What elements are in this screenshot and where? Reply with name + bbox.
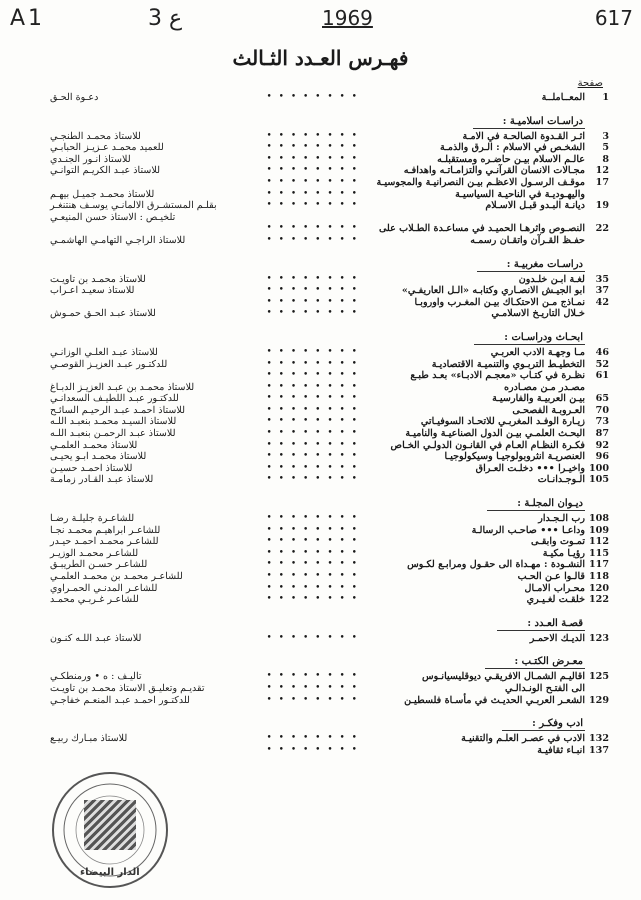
entry-leader-dots: • • • • • • • • xyxy=(266,632,359,643)
toc-entry xyxy=(48,285,609,297)
toc-entry xyxy=(48,513,609,525)
toc-entry xyxy=(48,559,609,571)
entry-leader-dots: • • • • • • • • xyxy=(266,223,359,234)
entry-leader-dots: • • • • • • • • xyxy=(266,381,359,392)
toc-entry xyxy=(48,235,609,247)
entry-author: للاستاذ محمـد بن عبـد العزيـز الدبـاغ xyxy=(50,381,195,393)
entry-title: النصـوص واثرهـا الحميـد في مساعـدة الطـلاب على xyxy=(378,223,585,235)
entry-leader-dots: • • • • • • • • xyxy=(266,439,359,450)
entry-author-cell xyxy=(48,200,279,212)
entry-author-cell xyxy=(48,416,279,428)
entry-author-cell xyxy=(48,571,279,583)
entry-author-cell xyxy=(48,131,279,143)
entry-leader-dots: • • • • • • • • xyxy=(266,176,359,187)
entry-author-cell xyxy=(48,382,279,394)
entry-author: للدكتـور عبـد العزيـز القوصـي xyxy=(50,358,168,370)
entry-title: مـا وجهـة الادب العربـي xyxy=(490,346,585,358)
entry-author-cell xyxy=(48,189,279,201)
entry-title: خـلال التاريـخ الاسلامـي xyxy=(491,308,585,320)
entry-page-number: 19 xyxy=(595,200,609,212)
entry-title: مصـدر مـن مصـادره xyxy=(504,381,585,393)
entry-author-cell xyxy=(48,559,279,571)
entry-leader-dots: • • • • • • • • xyxy=(266,513,359,524)
section-label: دراسـات اسلاميـة : xyxy=(473,116,585,129)
entry-page-number: 61 xyxy=(595,370,609,382)
entry-author: بقلـم المستشـرق الالمانـي يوسـف هنتنغـر xyxy=(50,200,217,212)
entry-leader-dots: • • • • • • • • xyxy=(266,273,359,284)
entry-leader-dots: • • • • • • • • xyxy=(266,428,359,439)
entry-page-number: 112 xyxy=(588,536,609,548)
entry-page-number: 125 xyxy=(588,671,609,683)
section-heading xyxy=(48,255,609,274)
entry-leader-dots: • • • • • • • • xyxy=(266,733,359,744)
toc-entry xyxy=(48,745,609,757)
toc-entry xyxy=(48,571,609,583)
section-heading xyxy=(48,328,609,347)
entry-page-number: 1 xyxy=(602,92,609,103)
entry-page-number: 109 xyxy=(588,524,609,536)
entry-leader-dots: • • • • • • • • xyxy=(266,142,359,153)
entry-author: للشاعـر غـربـي محمـد xyxy=(50,594,139,606)
toc-entry xyxy=(48,359,609,371)
toc-entry xyxy=(48,463,609,475)
toc-entry xyxy=(48,200,609,212)
entry-author-cell xyxy=(48,513,279,525)
entry-author: للاستاذ مبـارك ربيـع xyxy=(50,733,128,745)
entry-author: للشاعـر محمـد احمـد حيـدر xyxy=(50,536,159,548)
entry-leader-dots: • • • • • • • • xyxy=(266,536,359,547)
entry-title: النشـودة : مهـداة الى حقـول ومرابـع لكـوس xyxy=(407,559,585,571)
page-column-label: صفحة xyxy=(577,78,603,89)
entry-author: للاستاذ عبـد الرحمـن بنعبـد اللـه xyxy=(50,428,176,440)
entry-leader-dots: • • • • • • • • xyxy=(266,451,359,462)
entry-leader-dots: • • • • • • • • xyxy=(266,547,359,558)
entry-author: للشاعـر ابراهيـم محمـد نجـا xyxy=(50,524,161,536)
entry-leader-dots: • • • • • • • • xyxy=(266,524,359,535)
toc-entry xyxy=(48,297,609,309)
entry-page-number: 123 xyxy=(588,632,609,644)
entry-page-number: 5 xyxy=(602,142,609,154)
toc-entry xyxy=(48,525,609,537)
entry-leader-dots: • • • • • • • • xyxy=(266,200,359,211)
section-gap xyxy=(48,606,609,614)
toc-entry xyxy=(48,594,609,606)
toc-entry xyxy=(48,212,609,224)
entry-page-number: 22 xyxy=(595,223,609,235)
entry-page-number: 120 xyxy=(588,582,609,594)
toc-entry xyxy=(48,131,609,143)
entry-author-cell xyxy=(48,223,279,235)
entry-title: البحـث العلمـي بيـن الدول الصناعيـة والناميـة xyxy=(405,428,585,440)
entry-author: للاستاذ انـور الجنـدي xyxy=(50,153,131,165)
library-stamp xyxy=(52,772,168,888)
section-label: معـرض الكتـب : xyxy=(485,656,586,669)
entry-page-number: 73 xyxy=(595,416,609,428)
entry-author-cell xyxy=(48,347,279,359)
section-label: ابحـاث ودراسـات : xyxy=(474,332,585,345)
entry-author-cell xyxy=(48,683,279,695)
toc-entry xyxy=(48,451,609,463)
toc-entry xyxy=(48,347,609,359)
toc-entry xyxy=(48,370,609,382)
entry-author: تلخيـص : الاستاذ حسن المنيعـي xyxy=(50,211,176,223)
entry-author-cell xyxy=(48,308,279,320)
entry-leader-dots: • • • • • • • • xyxy=(266,559,359,570)
entry-author: للاستاذ محمـد جميـل بيهـم xyxy=(50,188,155,200)
entry-page-number: 87 xyxy=(595,428,609,440)
entry-title: حفـظ القـرآن واتقـان رسمـه xyxy=(470,234,585,246)
toc-entry xyxy=(48,733,609,745)
entry-author: للاستاذ عبـد الحـق حمـوش xyxy=(50,308,156,320)
entry-title: فكـرة النظـام العـام في القانـون الدولـي الخـاص xyxy=(390,439,585,451)
page-number-handwritten: 617 xyxy=(594,6,633,30)
entry-leader-dots: • • • • • • • • xyxy=(266,370,359,381)
entry-author-cell xyxy=(48,463,279,475)
entry-page-number: 122 xyxy=(588,594,609,606)
entry-title: رب الـجـدار xyxy=(538,513,585,525)
entry-leader-dots: • • • • • • • • xyxy=(266,393,359,404)
entry-title: تمـوت وابقـى xyxy=(531,536,585,548)
entry-leader-dots: • • • • • • • • xyxy=(266,346,359,357)
section-heading xyxy=(48,112,609,131)
toc-entry xyxy=(48,393,609,405)
entry-page-number: 52 xyxy=(595,358,609,370)
entry-author: للاستاذ محمـد ابـو يحيـى xyxy=(50,451,147,463)
entry-author: للاستاذ عبـد العلـي الوزانـي xyxy=(50,346,158,358)
entry-title: محـراب الامـال xyxy=(524,582,585,594)
toc-entry xyxy=(48,405,609,417)
entry-title: واليهـوديـة في الناحيـة السياسيـة xyxy=(455,188,585,200)
entry-leader-dots: • • • • • • • • xyxy=(266,234,359,245)
entry-page-number: 8 xyxy=(602,153,609,165)
entry-author: للاستاذ محمـد العلمـي xyxy=(50,439,138,451)
entry-leader-dots: • • • • • • • • xyxy=(266,285,359,296)
entry-page-number: 92 xyxy=(595,439,609,451)
entry-page-number: 118 xyxy=(588,571,609,582)
entry-author-cell xyxy=(48,235,279,247)
entry-author: للشاعـر محمـد الوزيـر xyxy=(50,547,139,559)
entry-title: واخيـرا ••• دخلـت العـراق xyxy=(475,462,585,474)
entry-author: للدكتـور احمـد عبـد المنعـم خفاجـي xyxy=(50,694,190,706)
entry-author: للاستاذ سعيـد اعـراب xyxy=(50,285,135,297)
entry-title: الـوجـدانـات xyxy=(537,474,585,486)
entry-leader-dots: • • • • • • • • xyxy=(266,153,359,164)
entry-title: العـروبـة الفصحـى xyxy=(512,404,585,416)
entry-author: للاستاذ احمـد حسيـن xyxy=(50,462,133,474)
toc-entry xyxy=(48,308,609,320)
entry-author-cell xyxy=(48,733,279,745)
entry-author-cell xyxy=(48,370,279,382)
entry-title: نمـاذج مـن الاحتكـاك بيـن المغـرب واوروبـا xyxy=(414,296,585,308)
entry-author: للاستاذ محمـد الطنجـي xyxy=(50,130,141,142)
entry-page-number: 96 xyxy=(595,451,609,463)
entry-author-cell xyxy=(48,405,279,417)
entry-author: للعميد محمـد عـزيـز الحبابـي xyxy=(50,142,164,154)
toc-entry xyxy=(48,223,609,235)
entry-page-number: 12 xyxy=(595,165,609,177)
entry-author-cell xyxy=(48,285,279,297)
entry-author-cell xyxy=(48,359,279,371)
entry-author-cell xyxy=(48,695,279,707)
entry-author-cell xyxy=(48,177,279,189)
entry-author: للاستاذ عبـد القـادر زمامـة xyxy=(50,474,154,486)
section-gap xyxy=(48,104,609,112)
entry-author-cell xyxy=(48,594,279,606)
entry-title: رؤيـا مكيـة xyxy=(542,547,585,559)
toc-entry xyxy=(48,671,609,683)
toc-entry xyxy=(48,633,609,645)
entry-title: بيـن العربيـة والفارسيـة xyxy=(492,393,585,405)
entry-author-cell xyxy=(48,451,279,463)
toc-entry xyxy=(48,440,609,452)
entry-leader-dots: • • • • • • • • xyxy=(266,92,359,102)
entry-title: الادب في عصـر العلـم والتقنيـة xyxy=(461,733,585,745)
section-heading xyxy=(48,714,609,733)
entry-page-number: 129 xyxy=(588,694,609,706)
entry-title: خلقـت لغـيـري xyxy=(526,594,585,606)
entry-page-number: 46 xyxy=(595,346,609,358)
entry-author: تاليـف : ه • ورمنطكـي xyxy=(50,671,142,683)
entry-author: للاستاذ الراجـي التهامـي الهاشمـي xyxy=(50,234,186,246)
entry-author: للاستاذ احمـد عبـد الرحيـم السائـح xyxy=(50,404,186,416)
entry-page-number: 105 xyxy=(588,474,609,486)
section-label: ادب وفكـر : xyxy=(502,718,585,731)
section-gap xyxy=(48,644,609,652)
entry-leader-dots: • • • • • • • • xyxy=(266,682,359,693)
entry-leader-dots: • • • • • • • • xyxy=(266,165,359,176)
table-of-contents xyxy=(48,92,609,756)
entry-author-cell xyxy=(48,165,279,177)
entry-leader-dots: • • • • • • • • xyxy=(266,308,359,319)
entry-leader-dots: • • • • • • • • xyxy=(266,130,359,141)
stamp-emblem-icon xyxy=(84,800,136,850)
entry-author-cell xyxy=(48,440,279,452)
year-handwritten: 1969 xyxy=(322,6,373,30)
entry-author: للاستاذ السيـد محمـد بنعبـد اللـه xyxy=(50,416,177,428)
entry-title: الشخـص في الاسلام : الـرق والذمـة xyxy=(439,142,585,154)
toc-entry xyxy=(48,683,609,695)
entry-page-number: 65 xyxy=(595,393,609,405)
entry-page-number: 17 xyxy=(595,176,609,188)
entry-author: للاستاذ عبـد الكريـم التوانـي xyxy=(50,165,161,177)
toc-entry xyxy=(48,428,609,440)
entry-leader-dots: • • • • • • • • xyxy=(266,296,359,307)
entry-title: الشعـر العربـي الحديـث في مأسـاة فلسطيـن xyxy=(404,694,585,706)
section-label: ديـوان المجلـة : xyxy=(487,498,585,511)
entry-title: ديانـة البـدو قبـل الاسـلام xyxy=(485,200,585,212)
entry-leader-dots: • • • • • • • • xyxy=(266,744,359,755)
entry-author-cell xyxy=(48,297,279,309)
entry-author-cell xyxy=(48,212,279,224)
entry-title: مجـالات الانسان القرآنـي والتزامـاتـه واهدافـه xyxy=(403,165,585,177)
entry-page-number: 100 xyxy=(588,462,609,474)
section-heading xyxy=(48,614,609,633)
entry-leader-dots: • • • • • • • • xyxy=(266,594,359,605)
entry-title: قالـوا عـن الحـب xyxy=(517,571,585,582)
entry-author-cell xyxy=(48,633,279,645)
toc-entry xyxy=(48,474,609,486)
entry-leader-dots: • • • • • • • • xyxy=(266,416,359,427)
stamp-label: الدار البيضاء xyxy=(80,867,140,878)
entry-leader-dots: • • • • • • • • xyxy=(266,571,359,581)
section-label: قصـة العـدد : xyxy=(497,618,585,631)
entry-author-cell xyxy=(48,393,279,405)
entry-title: اثـر القـدوة الصالحـة في الامـة xyxy=(462,130,585,142)
toc-entry xyxy=(48,416,609,428)
entry-leader-dots: • • • • • • • • xyxy=(266,582,359,593)
section-gap xyxy=(48,486,609,494)
entry-title: انبـاء ثقافيـة xyxy=(537,744,585,756)
entry-author: للدكتـور عبـد اللطيـف السعدانـي xyxy=(50,393,179,405)
page-title: فهـرس العـدد الثـالث xyxy=(232,46,409,70)
entry-page-number: 117 xyxy=(588,559,609,571)
entry-page-number: 3 xyxy=(602,130,609,142)
entry-page-number: 70 xyxy=(595,404,609,416)
entry-author-cell xyxy=(48,671,279,683)
toc-entry xyxy=(48,189,609,201)
entry-leader-dots: • • • • • • • • xyxy=(266,462,359,473)
entry-page-number: 42 xyxy=(595,296,609,308)
entry-author-cell xyxy=(48,474,279,486)
entry-author-cell xyxy=(48,274,279,286)
entry-title: الديـك الاحمـر xyxy=(529,632,585,644)
entry-author: للاستاذ عبـد اللـه كنـون xyxy=(50,632,142,644)
toc-entry xyxy=(48,536,609,548)
entry-page-number: 37 xyxy=(595,285,609,297)
entry-author: للشاعـر حسـن الطريبـق xyxy=(50,559,148,571)
entry-author: للشاعـر المدنـي الحمـراوي xyxy=(50,582,158,594)
entry-author-cell xyxy=(48,92,279,104)
toc-entry xyxy=(48,382,609,394)
entry-title: العنصريـة انثروبولوجيـا وسيكولوجيـا xyxy=(444,451,585,463)
toc-entry xyxy=(48,548,609,560)
entry-page-number: 108 xyxy=(588,513,609,525)
entry-leader-dots: • • • • • • • • xyxy=(266,188,359,199)
entry-title: موقـف الرسـول الاعظـم بيـن النصرانيـة والمجوسيـة xyxy=(376,176,585,188)
entry-author: للشاعـر محمـد بن محمـد العلمـي xyxy=(50,571,183,582)
entry-page-number: 132 xyxy=(588,733,609,745)
toc-entry xyxy=(48,177,609,189)
entry-author-cell xyxy=(48,745,279,757)
entry-author-cell xyxy=(48,154,279,166)
archive-code-handwritten: A1 xyxy=(10,6,46,31)
entry-title: التخطيـط التربـوي والتنميـة الاقتصاديـة xyxy=(431,358,585,370)
toc-entry xyxy=(48,274,609,286)
toc-entry xyxy=(48,695,609,707)
toc-entry xyxy=(48,142,609,154)
entry-title: اقاليـم الشمـال الافريقـي ديوقليسيانـوس xyxy=(421,671,585,683)
entry-page-number: 137 xyxy=(588,744,609,756)
entry-title: لغـة ابـن خلـدون xyxy=(518,273,585,285)
entry-leader-dots: • • • • • • • • xyxy=(266,358,359,369)
entry-author-cell xyxy=(48,525,279,537)
entry-title: ابو الجيـش الانصـاري وكتابـه «الـل العاريفـي» xyxy=(401,285,585,297)
entry-title: الى الفتـح الونـدالـي xyxy=(504,682,585,694)
entry-title: عالـم الاسلام بيـن حاضـره ومستقبلـه xyxy=(437,153,585,165)
issue-number-handwritten: 3 ع xyxy=(148,6,183,31)
entry-leader-dots: • • • • • • • • xyxy=(266,694,359,705)
entry-author-cell xyxy=(48,536,279,548)
toc-entry xyxy=(48,583,609,595)
entry-author-cell xyxy=(48,142,279,154)
entry-page-number: 115 xyxy=(588,547,609,559)
entry-leader-dots: • • • • • • • • xyxy=(266,474,359,485)
entry-author: دعـوة الحـق xyxy=(50,92,99,103)
entry-leader-dots: • • • • • • • • xyxy=(266,671,359,682)
section-label: دراسـات مغربيـة : xyxy=(477,259,585,272)
entry-leader-dots: • • • • • • • • xyxy=(266,404,359,415)
section-heading xyxy=(48,652,609,671)
entry-author: تقديـم وتعليـق الاستاذ محمـد بن تاويـت xyxy=(50,682,205,694)
entry-title: وداعـا ••• صاحـب الرسالـة xyxy=(471,524,585,536)
entry-author: للشاعـرة جليلـة رضـا xyxy=(50,513,135,525)
section-heading xyxy=(48,494,609,513)
toc-entry xyxy=(48,165,609,177)
toc-entry xyxy=(48,92,609,104)
entry-author: للاستاذ محمـد بن تاويـت xyxy=(50,273,146,285)
entry-title: زيـارة الوفـد المغربـي للاتحـاد السوفيـاتي xyxy=(420,416,585,428)
entry-author-cell xyxy=(48,583,279,595)
section-gap xyxy=(48,706,609,714)
entry-author-cell xyxy=(48,428,279,440)
section-gap xyxy=(48,247,609,255)
entry-page-number: 35 xyxy=(595,273,609,285)
toc-entry xyxy=(48,154,609,166)
entry-author-cell xyxy=(48,548,279,560)
entry-title: نظـرة في كتـاب «معجـم الادبـاء» بعـد طبـع xyxy=(410,370,585,382)
section-gap xyxy=(48,320,609,328)
entry-title: المعــاملــة xyxy=(541,92,585,103)
